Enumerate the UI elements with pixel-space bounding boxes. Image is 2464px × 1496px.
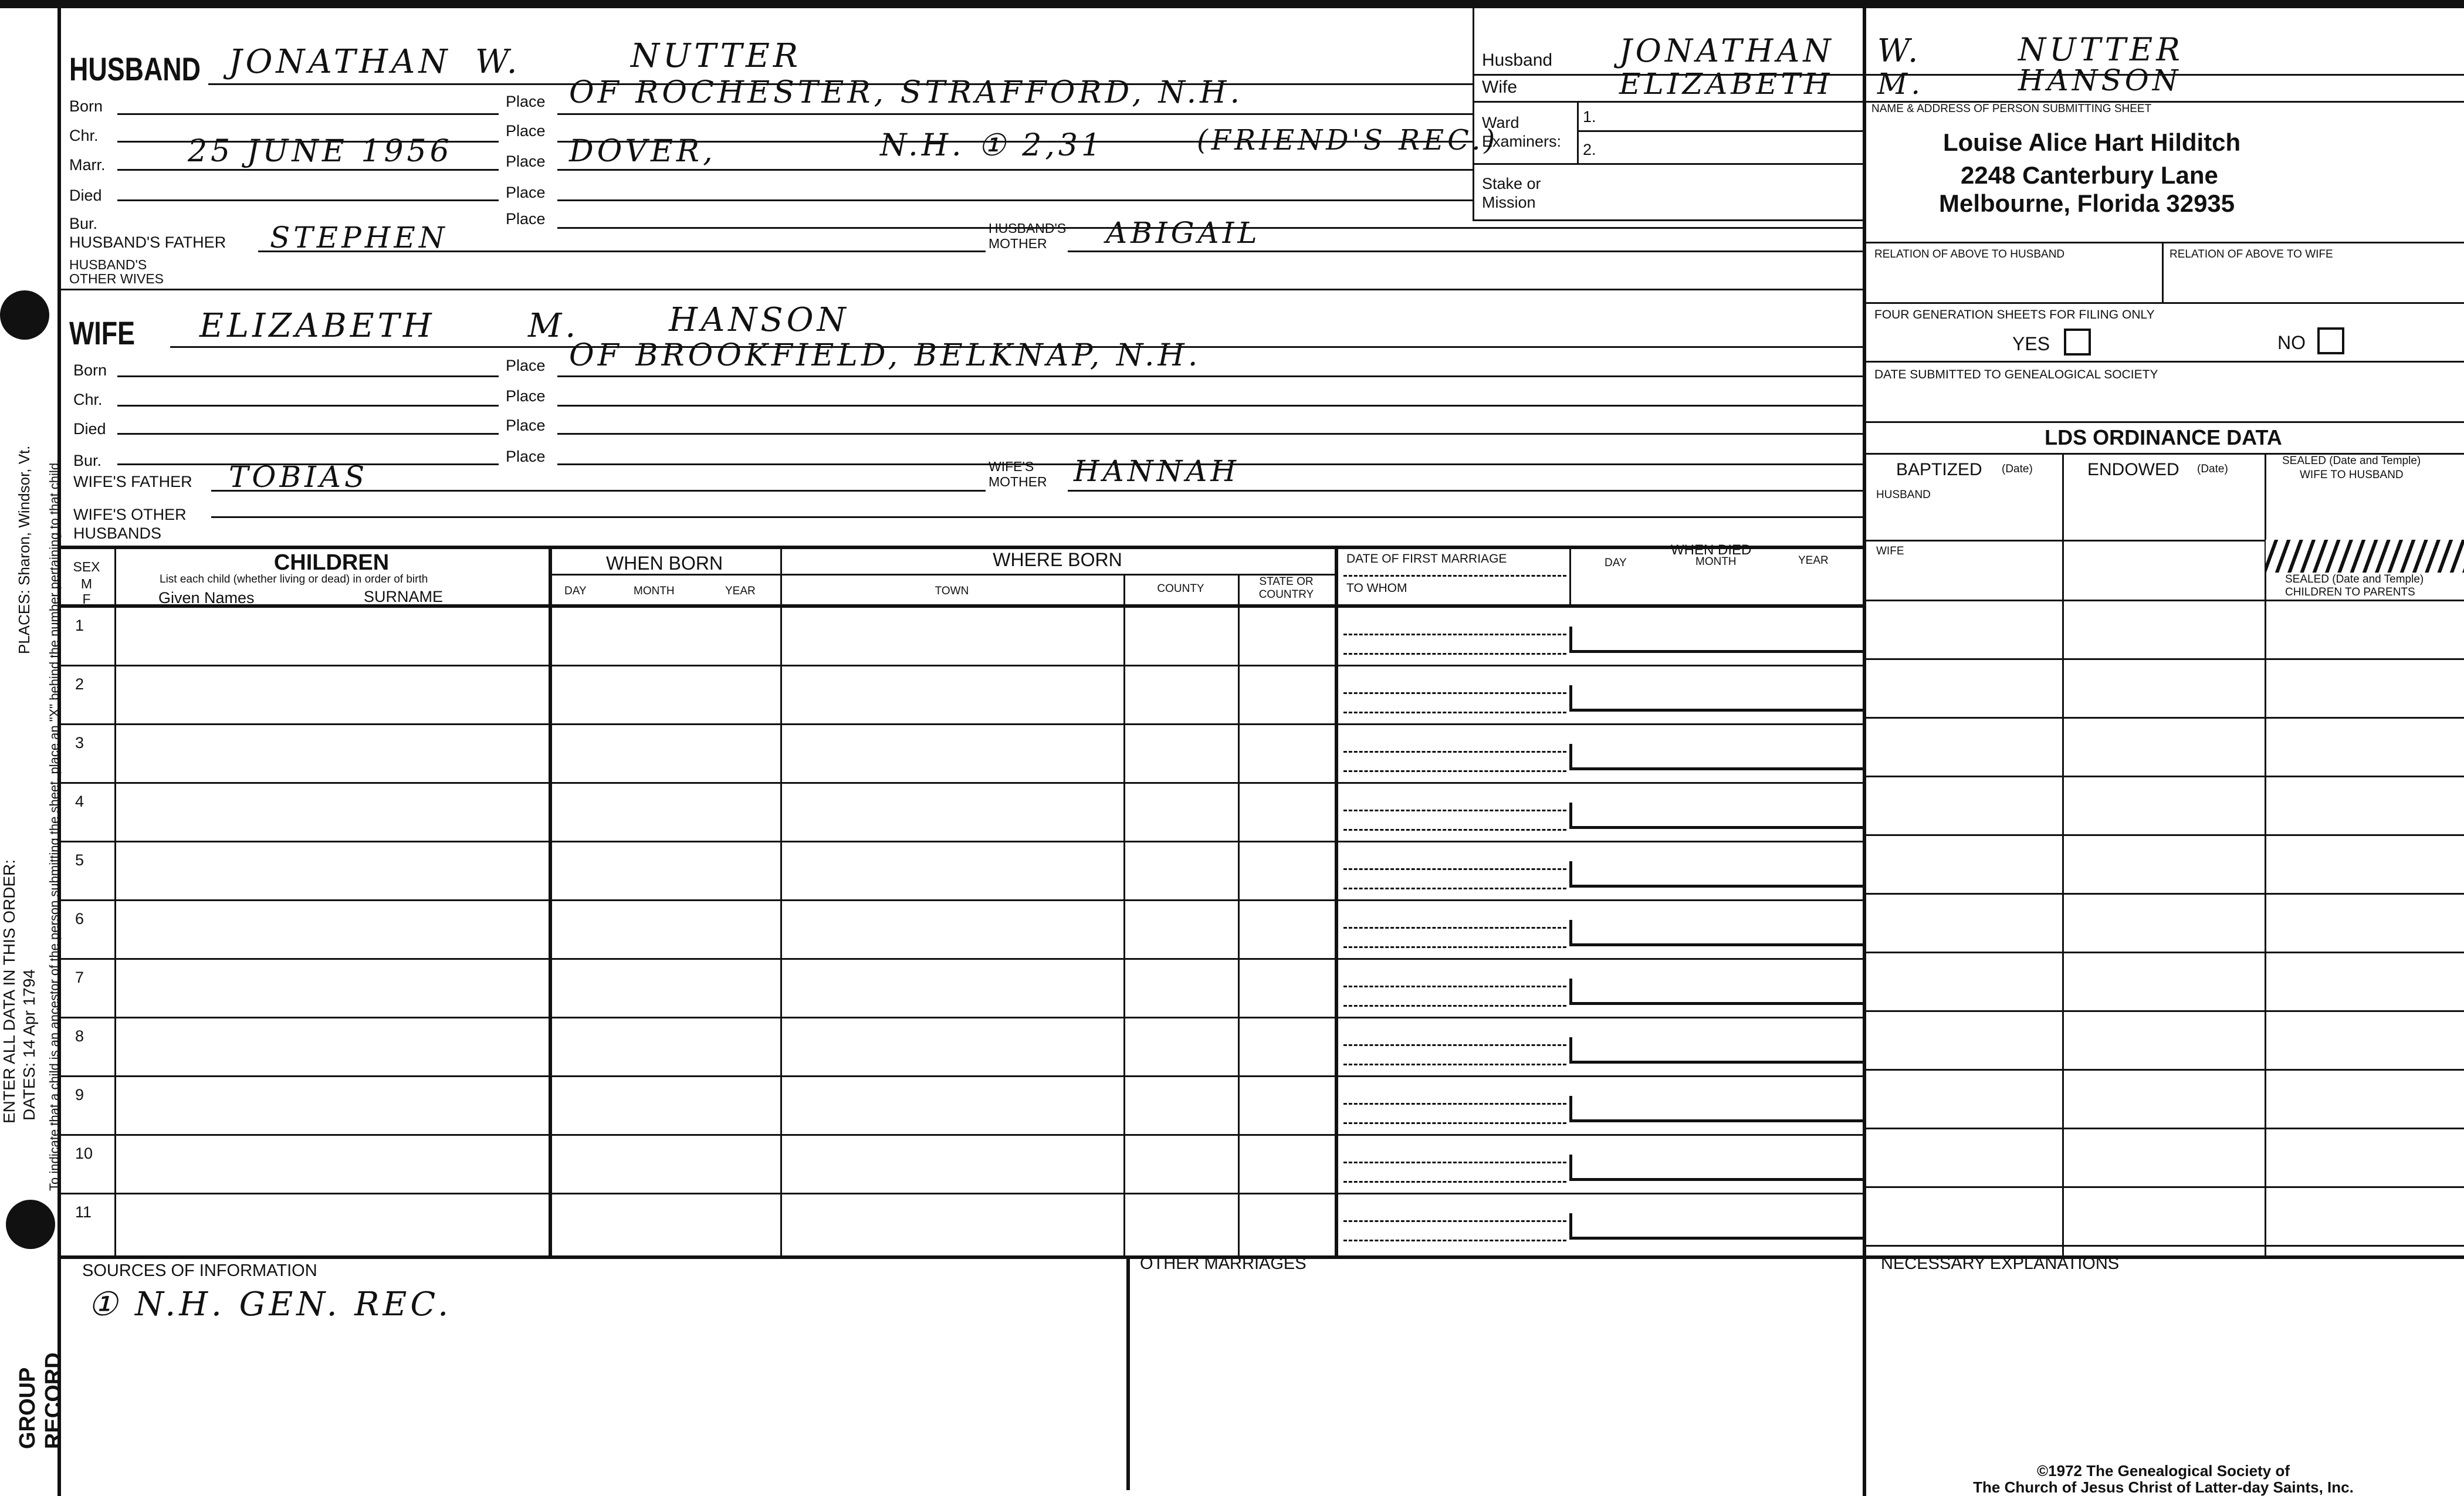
- given-names-label: Given Names: [158, 589, 255, 607]
- table-row-number: 3: [75, 734, 84, 752]
- wife-mother-name: HANNAH: [1074, 454, 1240, 488]
- lds-row-divider: [1863, 776, 2464, 777]
- husband-born-label: Born: [69, 97, 103, 115]
- no-checkbox[interactable]: [2317, 327, 2344, 354]
- wife-chr-label: Chr.: [73, 391, 103, 408]
- line-born: [117, 113, 499, 115]
- wife-mother-label-1: WIFE'S: [989, 459, 1034, 474]
- when-born-heading: WHEN BORN: [605, 553, 723, 574]
- when-died-box: [1569, 861, 1866, 888]
- punch-hole-top: [0, 290, 49, 340]
- rp-husband-label: Husband: [1482, 50, 1553, 70]
- when-died-box: [1569, 1096, 1866, 1122]
- sex-f-label: F: [82, 591, 91, 607]
- lds-husband-label: HUSBAND: [1876, 489, 1931, 501]
- to-whom-dash: [1343, 1181, 1566, 1183]
- top-edge: [0, 0, 2464, 8]
- examiners-label: Examiners:: [1482, 133, 1562, 150]
- husband-marr-place-town: DOVER,: [569, 134, 716, 169]
- table-row-divider: [57, 1193, 1863, 1194]
- born-year-label: YEAR: [725, 585, 756, 597]
- marriage-date-dash: [1343, 634, 1566, 635]
- husband-marr-place-note: (FRIEND'S REC.): [1197, 124, 1499, 157]
- rp-wife-middle: M.: [1877, 67, 1924, 101]
- table-row-divider: [57, 899, 1863, 901]
- marriage-date-dash: [1343, 1044, 1566, 1046]
- wife-given-name: ELIZABETH: [199, 307, 435, 345]
- stake-label-2: Mission: [1482, 194, 1536, 211]
- marriage-date-dash: [1343, 692, 1566, 694]
- line-wife-died: [117, 433, 499, 435]
- line-wife-other-husbands: [211, 516, 1863, 518]
- line-stake: [1473, 219, 1863, 221]
- copyright-line-1: ©1972 The Genealogical Society of: [2037, 1462, 2290, 1480]
- when-died-box: [1569, 1155, 1866, 1181]
- table-row-number: 2: [75, 675, 84, 693]
- margin-group: GROUP: [15, 1367, 40, 1449]
- margin-enter-all: ENTER ALL DATA IN THIS ORDER:: [0, 859, 18, 1123]
- first-marriage-dash: [1343, 575, 1566, 577]
- line-bottom-section: [57, 1255, 1863, 1259]
- examiner-1: 1.: [1583, 108, 1596, 126]
- examiner-2: 2.: [1583, 141, 1596, 158]
- wife-died-place-label: Place: [506, 417, 546, 434]
- to-whom-dash: [1343, 829, 1566, 831]
- line-born-place: [557, 113, 1473, 115]
- line-ward-1: [1578, 130, 1863, 132]
- col-county: [1238, 574, 1240, 1255]
- table-row-number: 10: [75, 1145, 93, 1162]
- wife-mother-label-2: MOTHER: [989, 474, 1047, 489]
- relation-husband-label: RELATION OF ABOVE TO HUSBAND: [1874, 248, 2065, 260]
- submitter-name: Louise Alice Hart Hilditch: [1943, 128, 2241, 156]
- husband-born-place: OF ROCHESTER, STRAFFORD, N.H.: [569, 75, 1244, 110]
- husband-heading: HUSBAND: [69, 50, 201, 87]
- when-died-box: [1569, 744, 1866, 770]
- lds-row-divider: [1863, 1245, 2464, 1247]
- endowed-date-label: (Date): [2197, 463, 2228, 475]
- wife-other-husbands-label-1: WIFE'S OTHER: [73, 506, 187, 523]
- lds-row-divider: [1863, 1069, 2464, 1071]
- margin-instruction: To indicate that a child is an ancestor of the person submitting the sheet, place an "X" behind the number pertaining to that child.: [47, 459, 62, 1191]
- when-died-box: [1569, 1037, 1866, 1064]
- col-marriage: [1569, 546, 1571, 604]
- other-marriages-label: OTHER MARRIAGES: [1140, 1254, 1307, 1273]
- table-row-number: 9: [75, 1086, 84, 1104]
- table-row-divider: [57, 665, 1863, 666]
- copyright-line-2: The Church of Jesus Christ of Latter-day Saints, Inc.: [1973, 1478, 2354, 1496]
- line-header-bottom: [57, 604, 1863, 608]
- state-label-2: COUNTRY: [1258, 588, 1314, 601]
- line-table-top: [57, 546, 1863, 549]
- marriage-date-dash: [1343, 1162, 1566, 1163]
- husband-middle-name: W.: [475, 43, 521, 81]
- husband-marr-place-label: Place: [506, 153, 546, 170]
- to-whom-dash: [1343, 1005, 1566, 1007]
- table-row-number: 7: [75, 969, 84, 986]
- when-died-box: [1569, 627, 1866, 653]
- line-marr-place: [557, 169, 1473, 171]
- wife-died-label: Died: [73, 420, 106, 438]
- to-whom-label: TO WHOM: [1346, 581, 1407, 595]
- husband-given-name: JONATHAN: [229, 43, 451, 81]
- husband-bur-place-label: Place: [506, 210, 546, 228]
- lds-row-divider: [1863, 952, 2464, 953]
- husband-surname: NUTTER: [631, 37, 801, 75]
- line-rp-datesub-bottom: [1863, 421, 2464, 423]
- ward-box-divider: [1473, 8, 1474, 221]
- husband-bur-label: Bur.: [69, 215, 98, 232]
- wife-other-husbands-label-2: HUSBANDS: [73, 524, 162, 542]
- lds-wife-label: WIFE: [1876, 545, 1904, 557]
- submitter-city: Melbourne, Florida 32935: [1939, 189, 2235, 217]
- when-died-box: [1569, 920, 1866, 946]
- table-row-divider: [57, 723, 1863, 725]
- when-died-box: [1569, 803, 1866, 829]
- sex-m-label: M: [80, 576, 93, 591]
- table-row-number: 11: [75, 1203, 92, 1221]
- sex-label: SEX: [73, 559, 100, 574]
- died-month-label: MONTH: [1695, 556, 1737, 568]
- col-town: [1123, 574, 1125, 1255]
- table-row-divider: [57, 1075, 1863, 1077]
- lds-row-divider: [1863, 658, 2464, 660]
- lds-row-divider: [1863, 1186, 2464, 1188]
- husband-marr-place-state: N.H. ① 2,31: [880, 128, 1105, 163]
- marriage-date-dash: [1343, 986, 1566, 987]
- marriage-date-dash: [1343, 1103, 1566, 1105]
- lds-row-divider: [1863, 1010, 2464, 1012]
- county-label: COUNTY: [1157, 583, 1204, 595]
- endowed-label: ENDOWED: [2087, 460, 2179, 479]
- margin-dates: DATES: 14 Apr 1794: [20, 969, 38, 1121]
- died-day-label: DAY: [1605, 557, 1627, 569]
- husband-chr-label: Chr.: [69, 127, 99, 144]
- to-whom-dash: [1343, 1122, 1566, 1124]
- lds-col-endowed: [2062, 453, 2064, 1255]
- marriage-date-dash: [1343, 751, 1566, 753]
- table-row-number: 1: [75, 617, 84, 634]
- yes-label: YES: [2012, 333, 2050, 354]
- to-whom-dash: [1343, 712, 1566, 713]
- marriage-date-dash: [1343, 868, 1566, 870]
- wife-father-label: WIFE'S FATHER: [73, 473, 192, 490]
- husband-father-label: HUSBAND'S FATHER: [69, 233, 226, 251]
- line-mother: [1068, 251, 1863, 252]
- to-whom-dash: [1343, 946, 1566, 948]
- husband-mother-label-1: HUSBAND'S: [989, 221, 1067, 236]
- wife-born-label: Born: [73, 361, 107, 379]
- wife-father-name: TOBIAS: [229, 460, 368, 494]
- lds-heading: LDS ORDINANCE DATA: [2045, 425, 2282, 449]
- sources-label: SOURCES OF INFORMATION: [82, 1261, 317, 1280]
- baptized-label: BAPTIZED: [1896, 460, 1982, 479]
- rp-husband-given: JONATHAN: [1619, 32, 1835, 69]
- yes-checkbox[interactable]: [2064, 329, 2091, 356]
- husband-other-wives-label-1: HUSBAND'S: [69, 257, 147, 272]
- lds-col-sealed: [2265, 453, 2266, 1255]
- table-row-number: 5: [75, 851, 84, 869]
- line-rp-fourgen-bottom: [1863, 361, 2464, 363]
- husband-mother-label-2: MOTHER: [989, 236, 1047, 251]
- sealed-wife-label-2: WIFE TO HUSBAND: [2300, 469, 2404, 481]
- to-whom-dash: [1343, 888, 1566, 889]
- to-whom-dash: [1343, 1240, 1566, 1241]
- to-whom-dash: [1343, 653, 1566, 655]
- wife-born-place: OF BROOKFIELD, BELKNAP, N.H.: [569, 338, 1201, 373]
- children-heading: CHILDREN: [273, 550, 390, 575]
- husband-chr-place-label: Place: [506, 122, 546, 140]
- submitter-label: NAME & ADDRESS OF PERSON SUBMITTING SHEET: [1871, 103, 2152, 115]
- sealed-children-label-1: SEALED (Date and Temple): [2285, 573, 2424, 585]
- punch-hole-bottom: [6, 1200, 55, 1249]
- wife-bur-place-label: Place: [506, 448, 546, 465]
- lds-row-divider: [1863, 717, 2464, 719]
- table-row-number: 4: [75, 793, 84, 810]
- rp-husband-middle: W.: [1877, 32, 1922, 69]
- baptized-date-label: (Date): [2002, 463, 2033, 475]
- husband-father-name: STEPHEN: [270, 221, 448, 255]
- stake-label-1: Stake or: [1482, 175, 1541, 192]
- wife-born-place-label: Place: [506, 357, 546, 374]
- rp-wife-given: ELIZABETH: [1619, 67, 1833, 101]
- husband-other-wives-label-2: OTHER WIVES: [69, 271, 164, 286]
- table-row-number: 8: [75, 1027, 84, 1045]
- line-died: [117, 199, 499, 201]
- sealed-wife-label-1: SEALED (Date and Temple): [2282, 455, 2421, 467]
- born-day-label: DAY: [564, 585, 587, 597]
- to-whom-dash: [1343, 770, 1566, 772]
- submitter-street: 2248 Canterbury Lane: [1961, 161, 2218, 189]
- rp-relation-divider: [2162, 242, 2164, 302]
- wife-chr-place-label: Place: [506, 387, 546, 405]
- marriage-date-dash: [1343, 1220, 1566, 1222]
- four-gen-label: FOUR GENERATION SHEETS FOR FILING ONLY: [1874, 308, 2155, 321]
- line-wife-mother: [1068, 490, 1863, 492]
- state-label-1: STATE OR: [1259, 576, 1314, 588]
- col-other-marriages: [1126, 1255, 1130, 1490]
- relation-wife-label: RELATION OF ABOVE TO WIFE: [2169, 248, 2333, 260]
- surname-label: SURNAME: [364, 588, 444, 605]
- main-left-border: [57, 8, 61, 1496]
- when-died-box: [1569, 1213, 1866, 1240]
- wife-bur-label: Bur.: [73, 452, 102, 469]
- rp-wife-surname: HANSON: [2018, 63, 2182, 97]
- line-wife-born: [117, 375, 499, 377]
- husband-mother-name: ABIGAIL: [1106, 216, 1261, 250]
- line-wife-chr: [117, 405, 499, 407]
- date-submitted-label: DATE SUBMITTED TO GENEALOGICAL SOCIETY: [1874, 368, 2158, 381]
- table-row-divider: [57, 958, 1863, 960]
- margin-record: RECORD: [41, 1352, 66, 1449]
- husband-died-label: Died: [69, 187, 102, 204]
- line-marr: [117, 169, 499, 171]
- rp-wife-label: Wife: [1482, 77, 1517, 97]
- line-ward-2: [1473, 163, 1863, 165]
- died-year-label: YEAR: [1798, 554, 1829, 567]
- wife-surname: HANSON: [669, 301, 849, 339]
- line-wife-died-place: [557, 433, 1863, 435]
- margin-places: PLACES: Sharon, Windsor, Vt.: [15, 445, 33, 654]
- line-rp-relation-bottom: [1863, 302, 2464, 304]
- ward-inner-divider: [1577, 101, 1579, 163]
- line-header-mid: [549, 574, 1335, 576]
- first-marriage-label: DATE OF FIRST MARRIAGE: [1346, 552, 1507, 566]
- line-wife-born-place: [557, 375, 1863, 377]
- husband-died-place-label: Place: [506, 184, 546, 201]
- husband-marr-label: Marr.: [69, 156, 106, 174]
- husband-born-place-label: Place: [506, 93, 546, 110]
- when-died-box: [1569, 979, 1866, 1005]
- ward-label: Ward: [1482, 114, 1519, 131]
- table-row-divider: [57, 1017, 1863, 1018]
- sealed-children-label-2: CHILDREN TO PARENTS: [2285, 586, 2415, 598]
- husband-marr-date: 25 JUNE 1956: [188, 134, 453, 169]
- line-lds-wife-bottom: [1863, 600, 2464, 601]
- wife-middle-name: M.: [528, 307, 580, 345]
- table-row-number: 6: [75, 910, 84, 928]
- born-month-label: MONTH: [634, 585, 675, 597]
- to-whom-dash: [1343, 1064, 1566, 1065]
- sealed-hatch-box: [2266, 540, 2464, 573]
- line-wife-chr-place: [557, 405, 1863, 407]
- marriage-date-dash: [1343, 927, 1566, 929]
- where-born-heading: WHERE BORN: [993, 549, 1122, 570]
- table-row-divider: [57, 1134, 1863, 1136]
- when-died-heading: WHEN DIED: [1671, 542, 1752, 558]
- town-label: TOWN: [935, 585, 969, 597]
- line-died-place: [557, 199, 1473, 201]
- lds-row-divider: [1863, 893, 2464, 895]
- children-subheading: List each child (whether living or dead) in order of birth: [160, 573, 428, 585]
- explanations-label: NECESSARY EXPLANATIONS: [1881, 1254, 2120, 1273]
- when-died-box: [1569, 685, 1866, 712]
- lds-row-divider: [1863, 1128, 2464, 1129]
- lds-row-divider: [1863, 834, 2464, 836]
- line-other-wives: [57, 289, 1863, 290]
- marriage-date-dash: [1343, 810, 1566, 811]
- rp-husband-surname: NUTTER: [2018, 31, 2184, 68]
- no-label: NO: [2277, 332, 2306, 353]
- table-row-divider: [57, 782, 1863, 784]
- table-row-divider: [57, 841, 1863, 842]
- wife-heading: WIFE: [69, 314, 135, 351]
- sources-text: ① N.H. GEN. REC.: [88, 1285, 452, 1324]
